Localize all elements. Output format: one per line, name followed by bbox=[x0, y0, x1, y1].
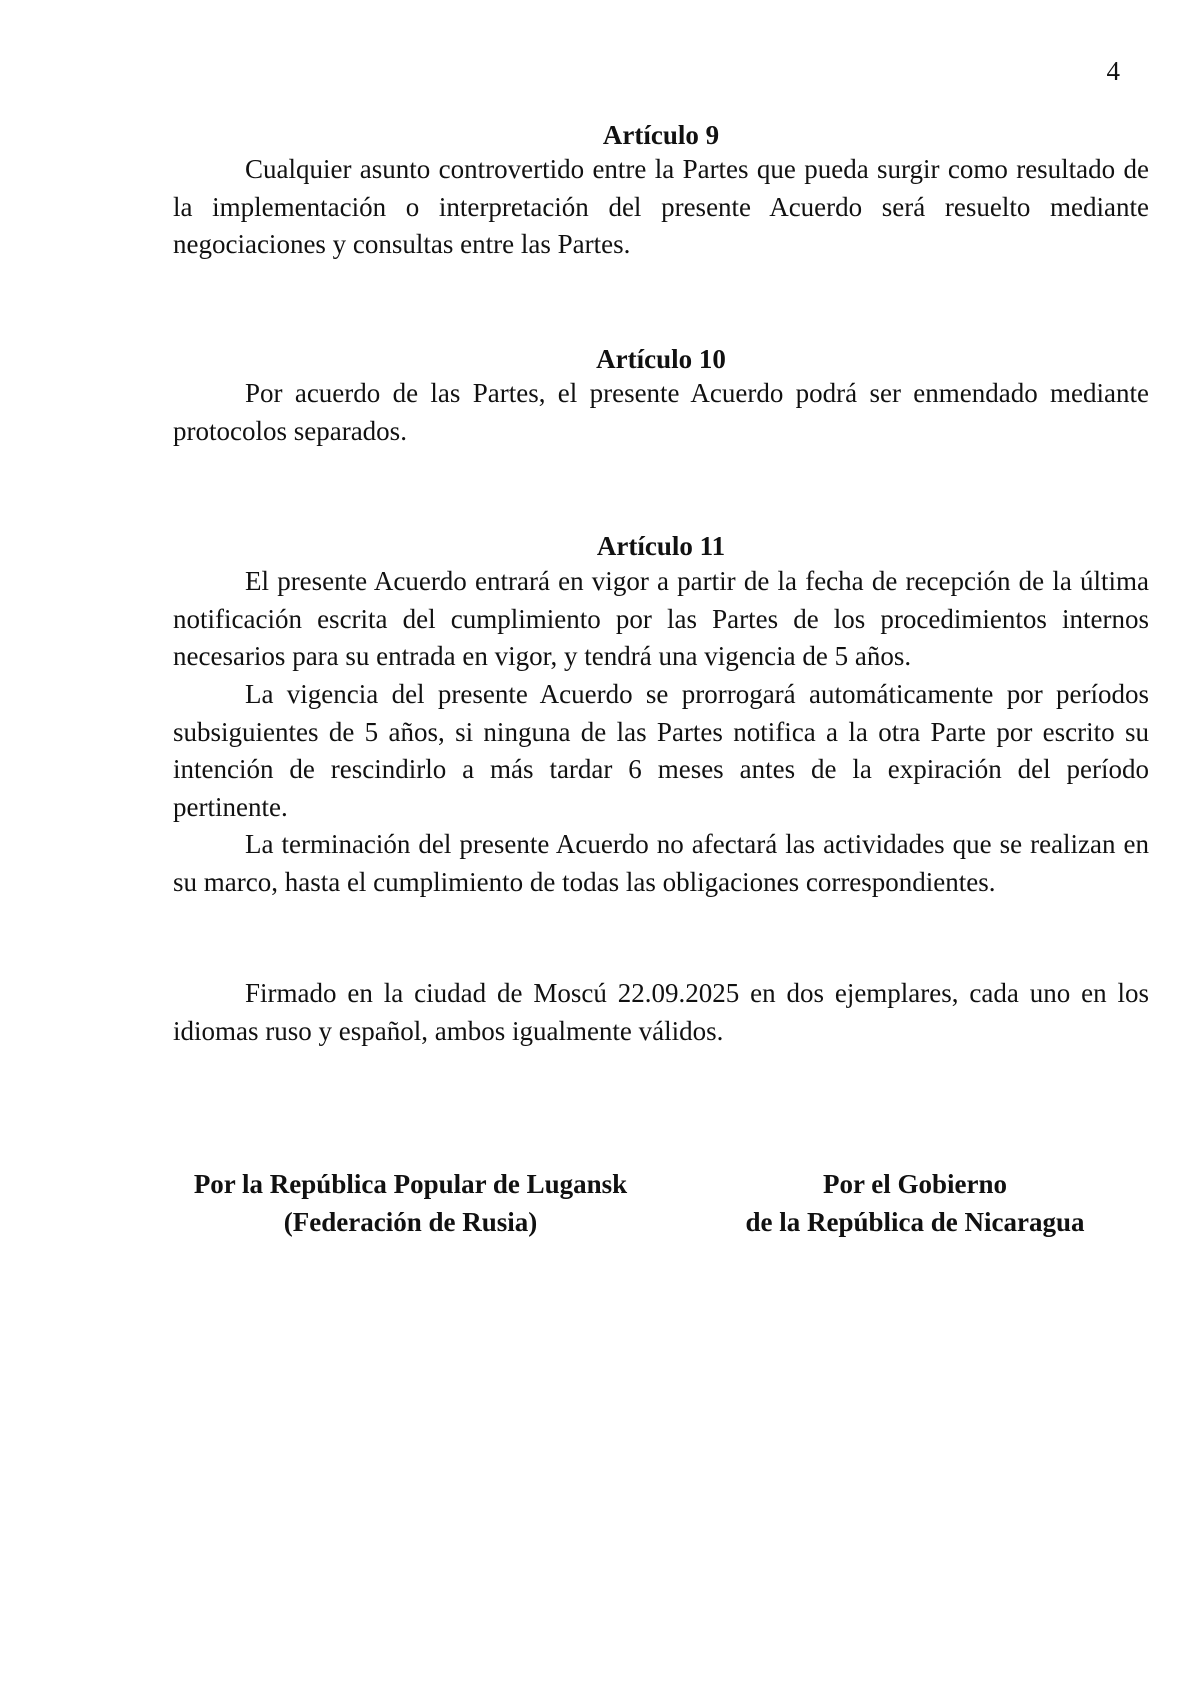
signature-lugansk-line-1: Por la República Popular de Lugansk bbox=[193, 1169, 628, 1199]
article-10-heading: Artículo 10 bbox=[596, 344, 726, 374]
signature-nicaragua-line-1: Por el Gobierno bbox=[823, 1169, 1007, 1199]
signature-nicaragua-line-2: de la República de Nicaragua bbox=[745, 1207, 1085, 1237]
article-11-heading: Artículo 11 bbox=[596, 531, 726, 561]
article-9-paragraph-1: Cualquier asunto controvertido entre la Partes que pueda surgir como resultado de la implementación o interpretación del presente Acuerdo será resuelto mediante negociaciones y consultas entre las Partes. bbox=[173, 154, 1149, 259]
article-11-paragraph-1: El presente Acuerdo entrará en vigor a partir de la fecha de recepción de la última notificación escrita del cumplimiento por las Partes de los procedimientos internos necesarios para su entrada en vigor, y tendrá una vigencia de 5 años. bbox=[173, 566, 1149, 671]
article-10-paragraph-1: Por acuerdo de las Partes, el presente Acuerdo podrá ser enmendado mediante protocolos separados. bbox=[173, 378, 1149, 446]
signature-lugansk-line-2: (Federación de Rusia) bbox=[283, 1207, 538, 1237]
article-11-paragraph-3: La terminación del presente Acuerdo no afectará las actividades que se realizan en su marco, hasta el cumplimiento de todas las obligaciones correspondientes. bbox=[173, 829, 1149, 897]
page-number: 4 bbox=[1106, 56, 1120, 86]
closing-statement: Firmado en la ciudad de Moscú 22.09.2025 en dos ejemplares, cada uno en los idiomas ruso y español, ambos igualmente válidos. bbox=[173, 978, 1149, 1046]
signature-block-lugansk bbox=[173, 1165, 648, 1241]
article-9-heading: Artículo 9 bbox=[602, 120, 720, 150]
article-11-paragraph-2: La vigencia del presente Acuerdo se prorrogará automáticamente por períodos subsiguientes de 5 años, si ninguna de las Partes notifica a la otra Parte por escrito su intención de rescindirlo a más tardar 6 meses antes de la expiración del período pertinente. bbox=[173, 679, 1149, 822]
signature-block-nicaragua bbox=[725, 1165, 1105, 1241]
